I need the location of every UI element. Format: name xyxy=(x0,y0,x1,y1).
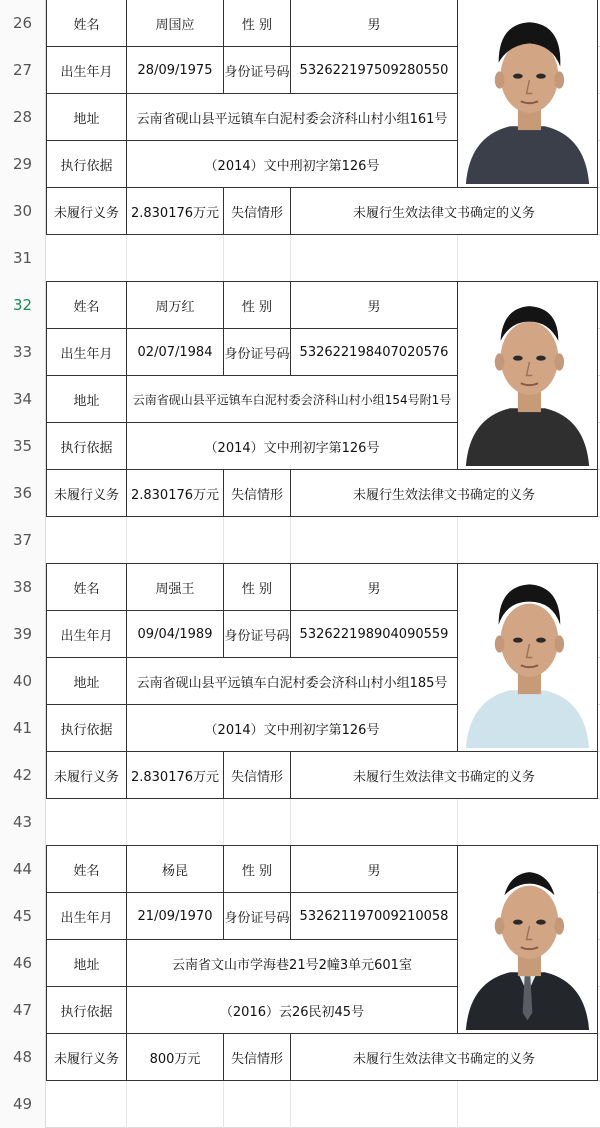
situation-label[interactable]: 失信情形 xyxy=(223,1033,291,1081)
birth-value[interactable]: 21/09/1970 xyxy=(126,892,224,940)
basis-label[interactable]: 执行依据 xyxy=(46,422,127,470)
id-label[interactable]: 身份证号码 xyxy=(223,892,291,940)
row-number[interactable]: 30 xyxy=(0,188,46,235)
amount-value[interactable]: 2.830176万元 xyxy=(126,187,224,235)
address-value[interactable]: 云南省文山市学海巷21号2幢3单元601室 xyxy=(126,939,458,987)
basis-label[interactable]: 执行依据 xyxy=(46,986,127,1034)
row-number[interactable]: 42 xyxy=(0,752,46,799)
basis-value[interactable]: （2016）云26民初45号 xyxy=(126,986,458,1034)
row-number[interactable]: 33 xyxy=(0,329,46,376)
name-label[interactable]: 姓名 xyxy=(46,0,127,47)
row-number[interactable]: 32 xyxy=(0,282,46,329)
row-number[interactable]: 37 xyxy=(0,517,46,564)
person-photo[interactable] xyxy=(457,0,598,188)
gridline xyxy=(290,517,291,564)
birth-label[interactable]: 出生年月 xyxy=(46,892,127,940)
name-label[interactable]: 姓名 xyxy=(46,281,127,329)
address-value[interactable]: 云南省砚山县平远镇车白泥村委会济科山村小组161号 xyxy=(126,93,458,141)
basis-label[interactable]: 执行依据 xyxy=(46,140,127,188)
gridline xyxy=(290,235,291,282)
row-number[interactable]: 36 xyxy=(0,470,46,517)
birth-value[interactable]: 02/07/1984 xyxy=(126,328,224,376)
name-value[interactable]: 周强王 xyxy=(126,563,224,611)
portrait-graphic xyxy=(461,567,594,748)
gender-label[interactable]: 性 别 xyxy=(223,0,291,47)
row-number[interactable]: 45 xyxy=(0,893,46,940)
row-number[interactable]: 46 xyxy=(0,940,46,987)
row-number[interactable]: 38 xyxy=(0,564,46,611)
gridline xyxy=(290,1081,291,1128)
gender-label[interactable]: 性 别 xyxy=(223,281,291,329)
situation-label[interactable]: 失信情形 xyxy=(223,751,291,799)
sheet-row[interactable] xyxy=(0,1081,600,1128)
name-value[interactable]: 周万红 xyxy=(126,281,224,329)
birth-value[interactable]: 09/04/1989 xyxy=(126,610,224,658)
photo-frame xyxy=(461,3,594,184)
id-label[interactable]: 身份证号码 xyxy=(223,610,291,658)
name-value[interactable]: 周国应 xyxy=(126,0,224,47)
situation-value[interactable]: 未履行生效法律文书确定的义务 xyxy=(290,751,598,799)
sheet-row[interactable] xyxy=(0,235,600,282)
basis-value[interactable]: （2014）文中刑初字第126号 xyxy=(126,422,458,470)
id-value[interactable]: 532622198407020576 xyxy=(290,328,458,376)
row-number[interactable]: 47 xyxy=(0,987,46,1034)
portrait-graphic xyxy=(461,3,594,184)
address-label[interactable]: 地址 xyxy=(46,939,127,987)
gridline xyxy=(457,1081,458,1128)
obligation-label[interactable]: 未履行义务 xyxy=(46,1033,127,1081)
photo-frame xyxy=(461,285,594,466)
person-photo[interactable] xyxy=(457,563,598,752)
row-number[interactable]: 31 xyxy=(0,235,46,282)
gridline xyxy=(126,235,127,282)
id-value[interactable]: 532621197009210058 xyxy=(290,892,458,940)
situation-value[interactable]: 未履行生效法律文书确定的义务 xyxy=(290,187,598,235)
sheet-row[interactable] xyxy=(0,517,600,564)
gender-label[interactable]: 性 别 xyxy=(223,563,291,611)
id-value[interactable]: 532622197509280550 xyxy=(290,46,458,94)
row-number[interactable]: 48 xyxy=(0,1034,46,1081)
gridline xyxy=(126,517,127,564)
row-number[interactable]: 43 xyxy=(0,799,46,846)
portrait-graphic xyxy=(461,849,594,1030)
gridline xyxy=(223,799,224,846)
row-number[interactable]: 35 xyxy=(0,423,46,470)
gender-value[interactable]: 男 xyxy=(290,563,458,611)
basis-value[interactable]: （2014）文中刑初字第126号 xyxy=(126,704,458,752)
row-number[interactable]: 27 xyxy=(0,47,46,94)
gridline xyxy=(223,517,224,564)
gridline xyxy=(126,1081,127,1128)
birth-label[interactable]: 出生年月 xyxy=(46,46,127,94)
amount-value[interactable]: 2.830176万元 xyxy=(126,751,224,799)
gender-value[interactable]: 男 xyxy=(290,0,458,47)
row-number[interactable]: 29 xyxy=(0,141,46,188)
person-photo[interactable] xyxy=(457,845,598,1034)
id-label[interactable]: 身份证号码 xyxy=(223,46,291,94)
birth-label[interactable]: 出生年月 xyxy=(46,610,127,658)
gridline xyxy=(126,799,127,846)
row-number[interactable]: 26 xyxy=(0,0,46,47)
birth-label[interactable]: 出生年月 xyxy=(46,328,127,376)
basis-value[interactable]: （2014）文中刑初字第126号 xyxy=(126,140,458,188)
address-label[interactable]: 地址 xyxy=(46,93,127,141)
gridline xyxy=(223,235,224,282)
gender-value[interactable]: 男 xyxy=(290,845,458,893)
amount-value[interactable]: 2.830176万元 xyxy=(126,469,224,517)
photo-frame xyxy=(461,567,594,748)
situation-label[interactable]: 失信情形 xyxy=(223,469,291,517)
situation-value[interactable]: 未履行生效法律文书确定的义务 xyxy=(290,1033,598,1081)
name-value[interactable]: 杨昆 xyxy=(126,845,224,893)
situation-value[interactable]: 未履行生效法律文书确定的义务 xyxy=(290,469,598,517)
row-number[interactable]: 40 xyxy=(0,658,46,705)
row-number[interactable]: 28 xyxy=(0,94,46,141)
gridline xyxy=(223,1081,224,1128)
amount-value[interactable]: 800万元 xyxy=(126,1033,224,1081)
basis-label[interactable]: 执行依据 xyxy=(46,704,127,752)
person-photo[interactable] xyxy=(457,281,598,470)
row-number[interactable]: 39 xyxy=(0,611,46,658)
gridline xyxy=(290,799,291,846)
gender-label[interactable]: 性 别 xyxy=(223,845,291,893)
address-label[interactable]: 地址 xyxy=(46,375,127,423)
gender-value[interactable]: 男 xyxy=(290,281,458,329)
address-value[interactable]: 云南省砚山县平远镇车白泥村委会济科山村小组154号附1号 xyxy=(126,375,458,423)
obligation-label[interactable]: 未履行义务 xyxy=(46,469,127,517)
portrait-graphic xyxy=(461,285,594,466)
address-value[interactable]: 云南省砚山县平远镇车白泥村委会济科山村小组185号 xyxy=(126,657,458,705)
row-number[interactable]: 44 xyxy=(0,846,46,893)
id-value[interactable]: 532622198904090559 xyxy=(290,610,458,658)
address-label[interactable]: 地址 xyxy=(46,657,127,705)
birth-value[interactable]: 28/09/1975 xyxy=(126,46,224,94)
row-number[interactable]: 41 xyxy=(0,705,46,752)
gridline xyxy=(457,235,458,282)
obligation-label[interactable]: 未履行义务 xyxy=(46,751,127,799)
name-label[interactable]: 姓名 xyxy=(46,563,127,611)
gridline xyxy=(457,517,458,564)
photo-frame xyxy=(461,849,594,1030)
obligation-label[interactable]: 未履行义务 xyxy=(46,187,127,235)
id-label[interactable]: 身份证号码 xyxy=(223,328,291,376)
situation-label[interactable]: 失信情形 xyxy=(223,187,291,235)
gridline xyxy=(457,799,458,846)
sheet-row[interactable] xyxy=(0,799,600,846)
row-number[interactable]: 49 xyxy=(0,1081,46,1128)
row-number[interactable]: 34 xyxy=(0,376,46,423)
name-label[interactable]: 姓名 xyxy=(46,845,127,893)
